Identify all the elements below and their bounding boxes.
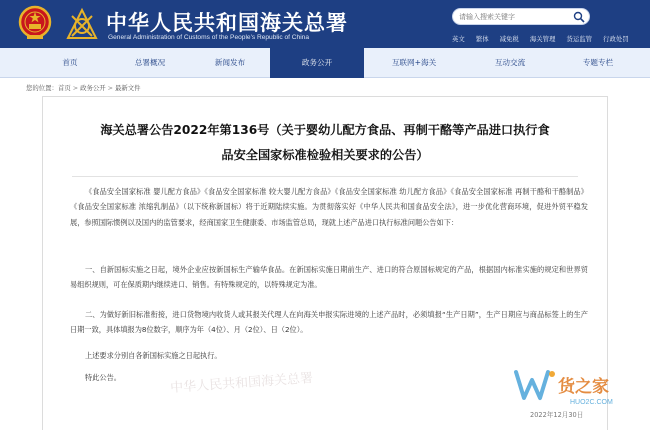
search-icon[interactable]	[573, 11, 585, 23]
quick-link-customs-management[interactable]: 海关管理	[529, 35, 556, 43]
article-paragraph-clause-2: 二、为做好新旧标准衔接，进口货物境内收货人或其报关代理人在向海关申报实际进境的上述产品时，必须填报“生产日期”，生产日期应与商品标签上的生产日期一致，具体填报为8位数字，顺序为年（4位）、月（2位）、日（2位）。	[70, 310, 588, 335]
nav-item-internet-plus-customs[interactable]: 互联网+海关	[391, 58, 437, 67]
nav-item-news[interactable]: 新闻发布	[214, 58, 246, 67]
article-paragraph-closing: 特此公告。	[85, 373, 121, 382]
quick-link-administrative-penalty[interactable]: 行政处罚	[603, 35, 629, 43]
breadcrumb-home[interactable]: 首页	[57, 84, 71, 92]
nav-item-interaction[interactable]: 互动交流	[494, 58, 526, 67]
breadcrumb-government-affairs[interactable]: 政务公开	[80, 84, 106, 92]
site-title: 中华人民共和国海关总署	[106, 10, 348, 35]
nav-item-home[interactable]: 首页	[62, 58, 78, 67]
quick-link-traditional[interactable]: 繁体	[475, 35, 489, 43]
article-title-line: 海关总署公告2022年第136号（关于婴幼儿配方食品、再制干酪等产品进口执行食	[100, 123, 550, 137]
article-paragraph-clause-1: 一、自新国标实施之日起，境外企业应按新国标生产输华食品。在新国标实施日期前生产、进口的符合原国标规定的产品，根据国内标准实施的规定和世界贸易组织规则，可在保质期内继续进口、销售。有特殊规定的，以特殊规定为准。	[70, 265, 588, 290]
watermark-text: 中华人民共和国海关总署	[169, 371, 314, 396]
search-box	[452, 8, 590, 25]
article-title	[68, 118, 582, 168]
nav-item-overview[interactable]: 总署概况	[134, 58, 166, 67]
article-paragraph-intro: 《食品安全国家标准 婴儿配方食品》《食品安全国家标准 较大婴儿配方食品》《食品安全国家标准 幼儿配方食品》《食品安全国家标准 再制干酪和干酪制品》《食品安全国家标准 浓缩乳制品》（以下统称新国标）将于近期陆续实施。为贯彻落实好《中华人民共和国食品安全法》，进一步优化营商环境，促进外贸平稳发展，参照国际惯例以及国内的监管要求，经商国家卫生健康委、市场监管总局，现就上述产品进口执行标准问题公告如下：	[70, 187, 588, 227]
site-watermark-logo	[512, 364, 642, 408]
quick-links	[452, 34, 648, 46]
nav-item-government-affairs[interactable]: 政务公开	[270, 48, 364, 78]
site-header	[0, 0, 650, 48]
publish-date: 2022年12月30日	[530, 411, 584, 419]
quick-link-tax-exemption[interactable]: 减免税	[499, 35, 519, 43]
nav-item-special-topics[interactable]: 专题专栏	[582, 58, 614, 67]
watermark-logo-sub: HUO2C.COM	[570, 399, 613, 406]
title-divider	[72, 176, 578, 177]
breadcrumb-prefix: 您的位置：	[26, 84, 58, 92]
article-title-line: 品安全国家标准检验相关要求的公告）	[221, 148, 429, 162]
search-input[interactable]	[459, 10, 571, 24]
watermark-logo-text: 货之家	[558, 377, 609, 397]
breadcrumb-latest-documents[interactable]: 最新文件	[115, 84, 141, 92]
breadcrumb	[26, 83, 141, 95]
national-emblem-icon	[18, 5, 52, 41]
quick-link-english[interactable]: 英文	[452, 35, 465, 43]
customs-badge-icon	[62, 4, 102, 44]
breadcrumb-separator: >	[107, 84, 114, 92]
main-nav	[0, 48, 650, 78]
site-subtitle: General Administration of Customs of the People's Republic of China	[108, 34, 310, 41]
quick-link-freight-supervision[interactable]: 货运监管	[566, 35, 593, 43]
article-paragraph-effective: 上述要求分别自各新国标实施之日起执行。	[85, 351, 222, 360]
breadcrumb-separator: >	[72, 84, 79, 92]
